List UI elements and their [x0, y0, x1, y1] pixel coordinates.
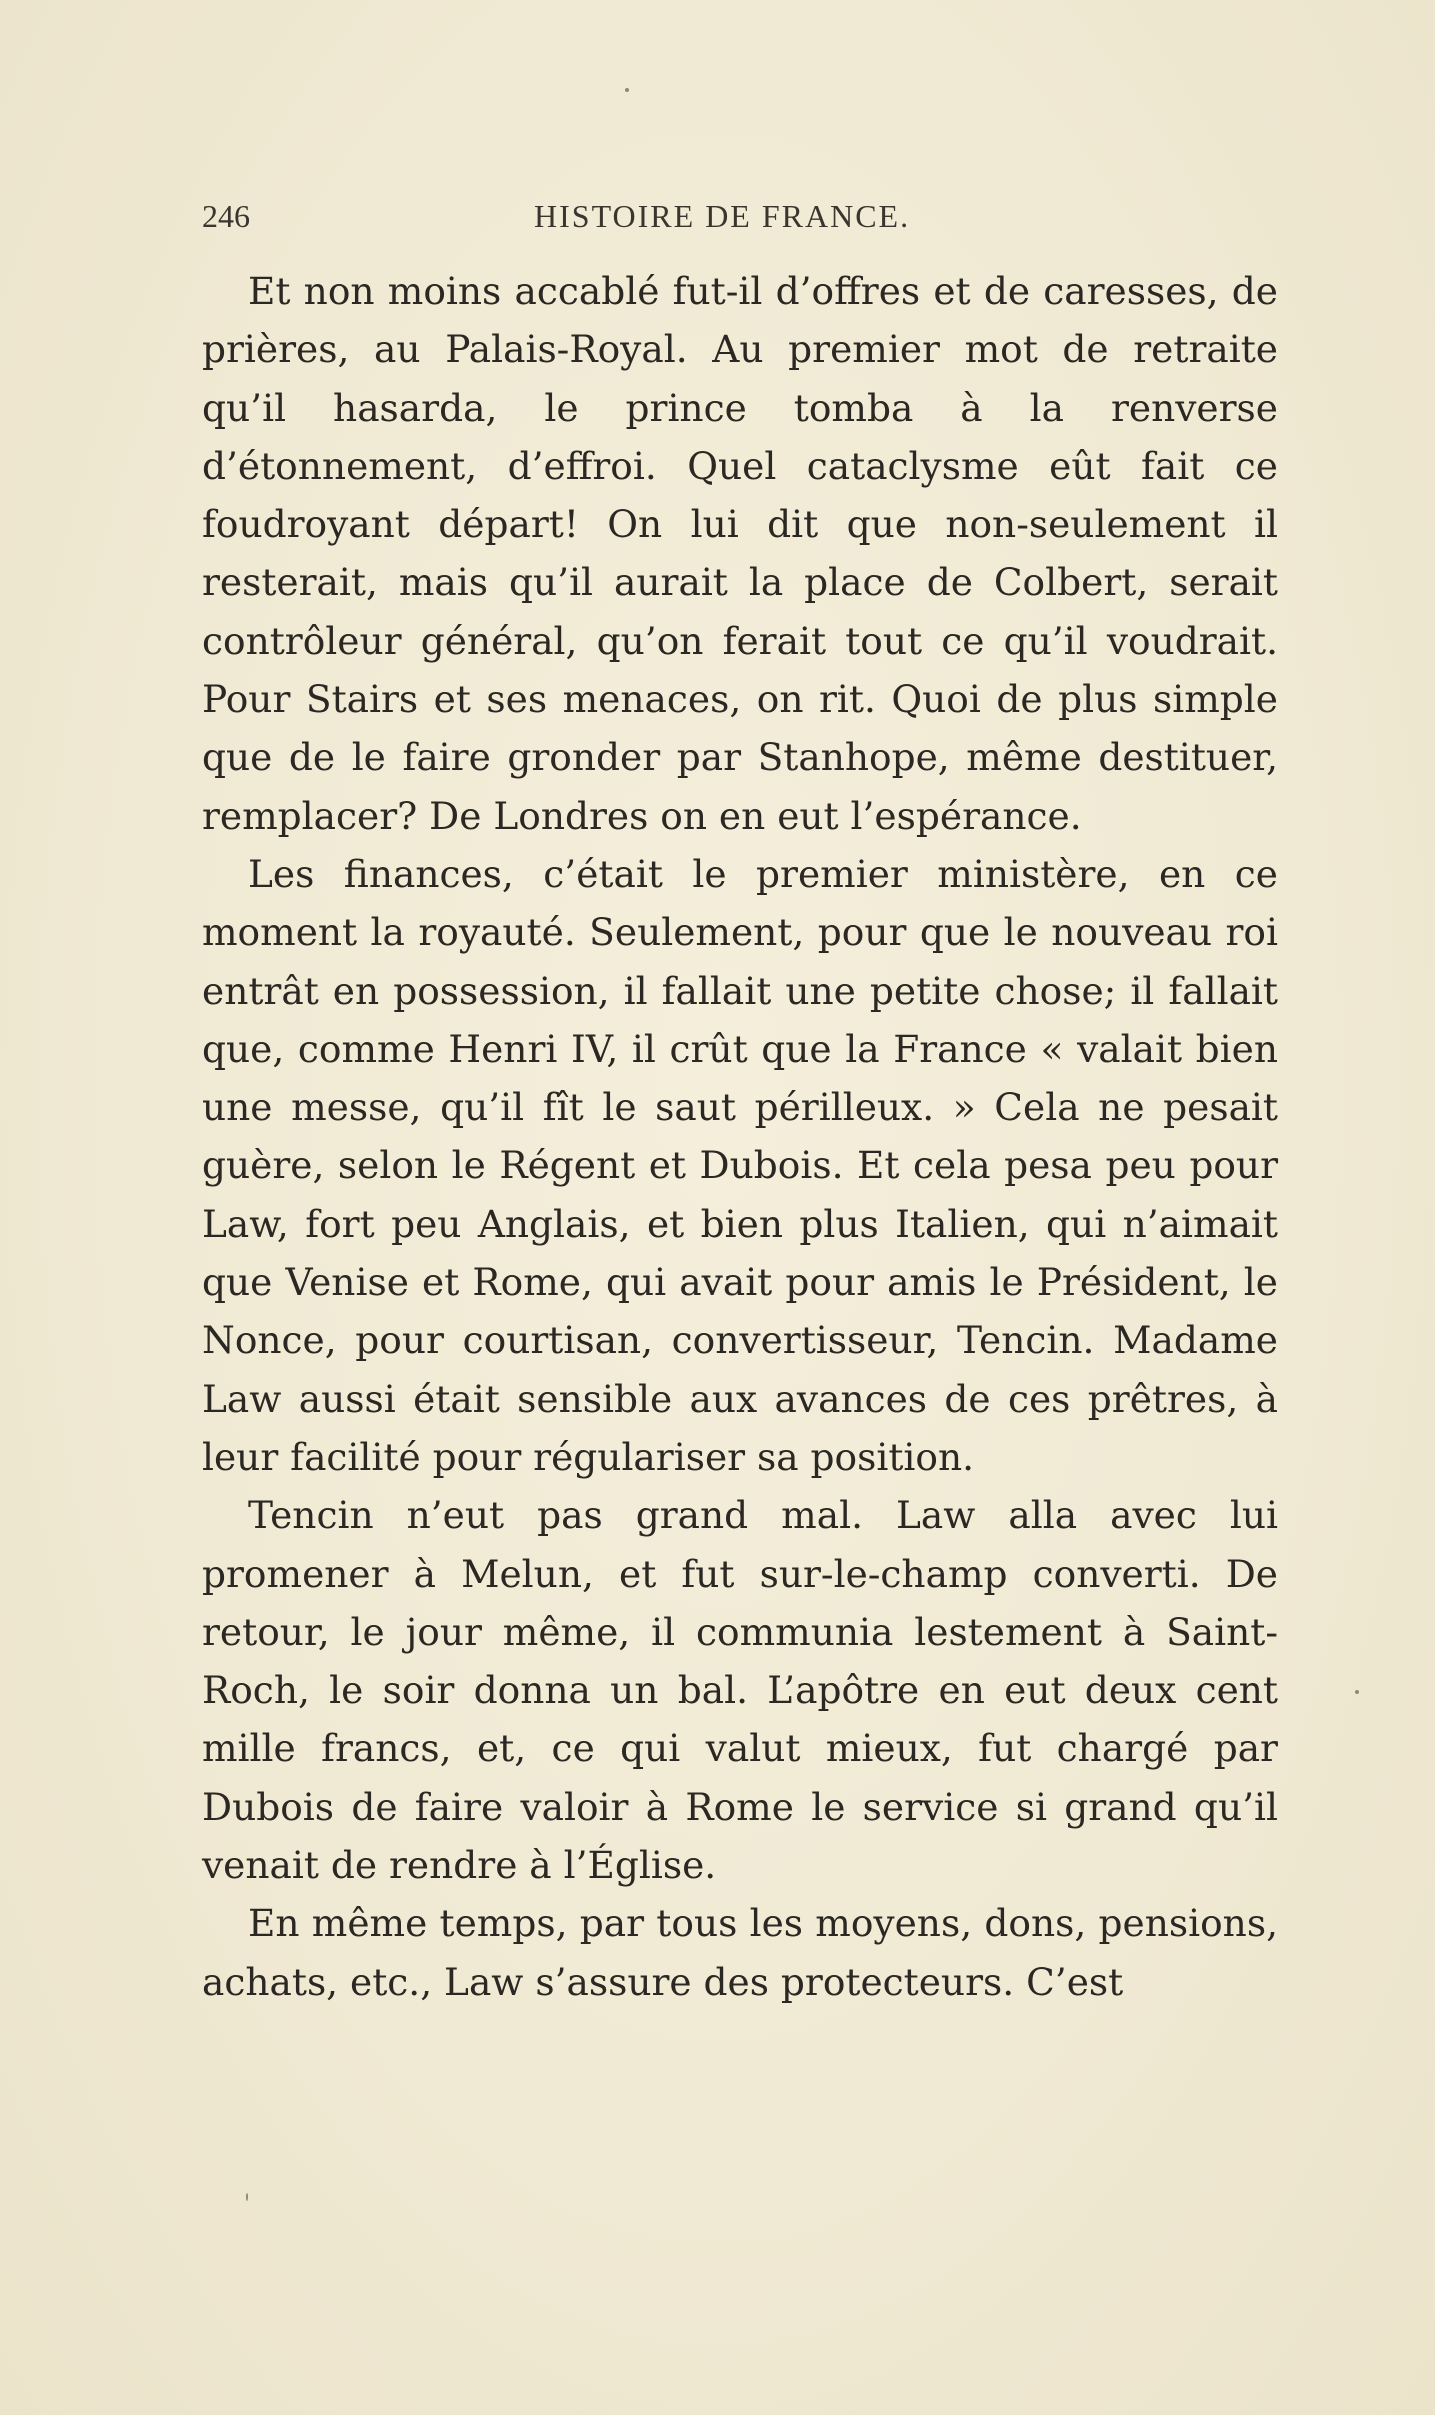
paragraph: En même temps, par tous les moyens, dons, pensions, achats, etc., Law s’assure des protecteurs. C’est: [202, 1901, 1278, 2004]
running-header: [202, 198, 1278, 246]
running-title: HISTOIRE DE FRANCE.: [534, 198, 911, 234]
paper-speck: [246, 2193, 248, 2201]
paragraph: Et non moins accablé fut-il d’offres et de caresses, de prières, au Palais-Royal. Au premier mot de retraite qu’il hasarda, le prince tomba à la renverse d’étonnement, d’effroi. Quel cataclysme eût fait ce foudroyant départ! On lui dit que non-seulement il resterait, mais qu’il aurait la place de Colbert, serait contrôleur général, qu’on ferait tout ce qu’il voudrait. Pour Stairs et ses menaces, on rit. Quoi de plus simple que de le faire gronder par Stanhope, même destituer, remplacer? De Londres on en eut l’espérance.: [202, 269, 1278, 838]
body-text: [202, 262, 1278, 2011]
paper-speck: [1355, 1690, 1359, 1694]
page-number: 246: [202, 198, 250, 234]
paper-speck: [625, 88, 629, 92]
paragraph: Les finances, c’était le premier ministère, en ce moment la royauté. Seulement, pour que le nouveau roi entrât en possession, il fallait une petite chose; il fallait que, comme Henri IV, il crût que la France « valait bien une messe, qu’il fît le saut périlleux. » Cela ne pesait guère, selon le Régent et Dubois. Et cela pesa peu pour Law, fort peu Anglais, et bien plus Italien, qui n’aimait que Venise et Rome, qui avait pour amis le Président, le Nonce, pour courtisan, convertisseur, Tencin. Madame Law aussi était sensible aux avances de ces prêtres, à leur facilité pour régulariser sa position.: [202, 851, 1278, 1479]
paragraph: Tencin n’eut pas grand mal. Law alla avec lui promener à Melun, et fut sur-le-champ converti. De retour, le jour même, il communia lestement à Saint-Roch, le soir donna un bal. L’apôtre en eut deux cent mille francs, et, ce qui valut mieux, fut chargé par Dubois de faire valoir à Rome le service si grand qu’il venait de rendre à l’Église.: [202, 1493, 1278, 1888]
